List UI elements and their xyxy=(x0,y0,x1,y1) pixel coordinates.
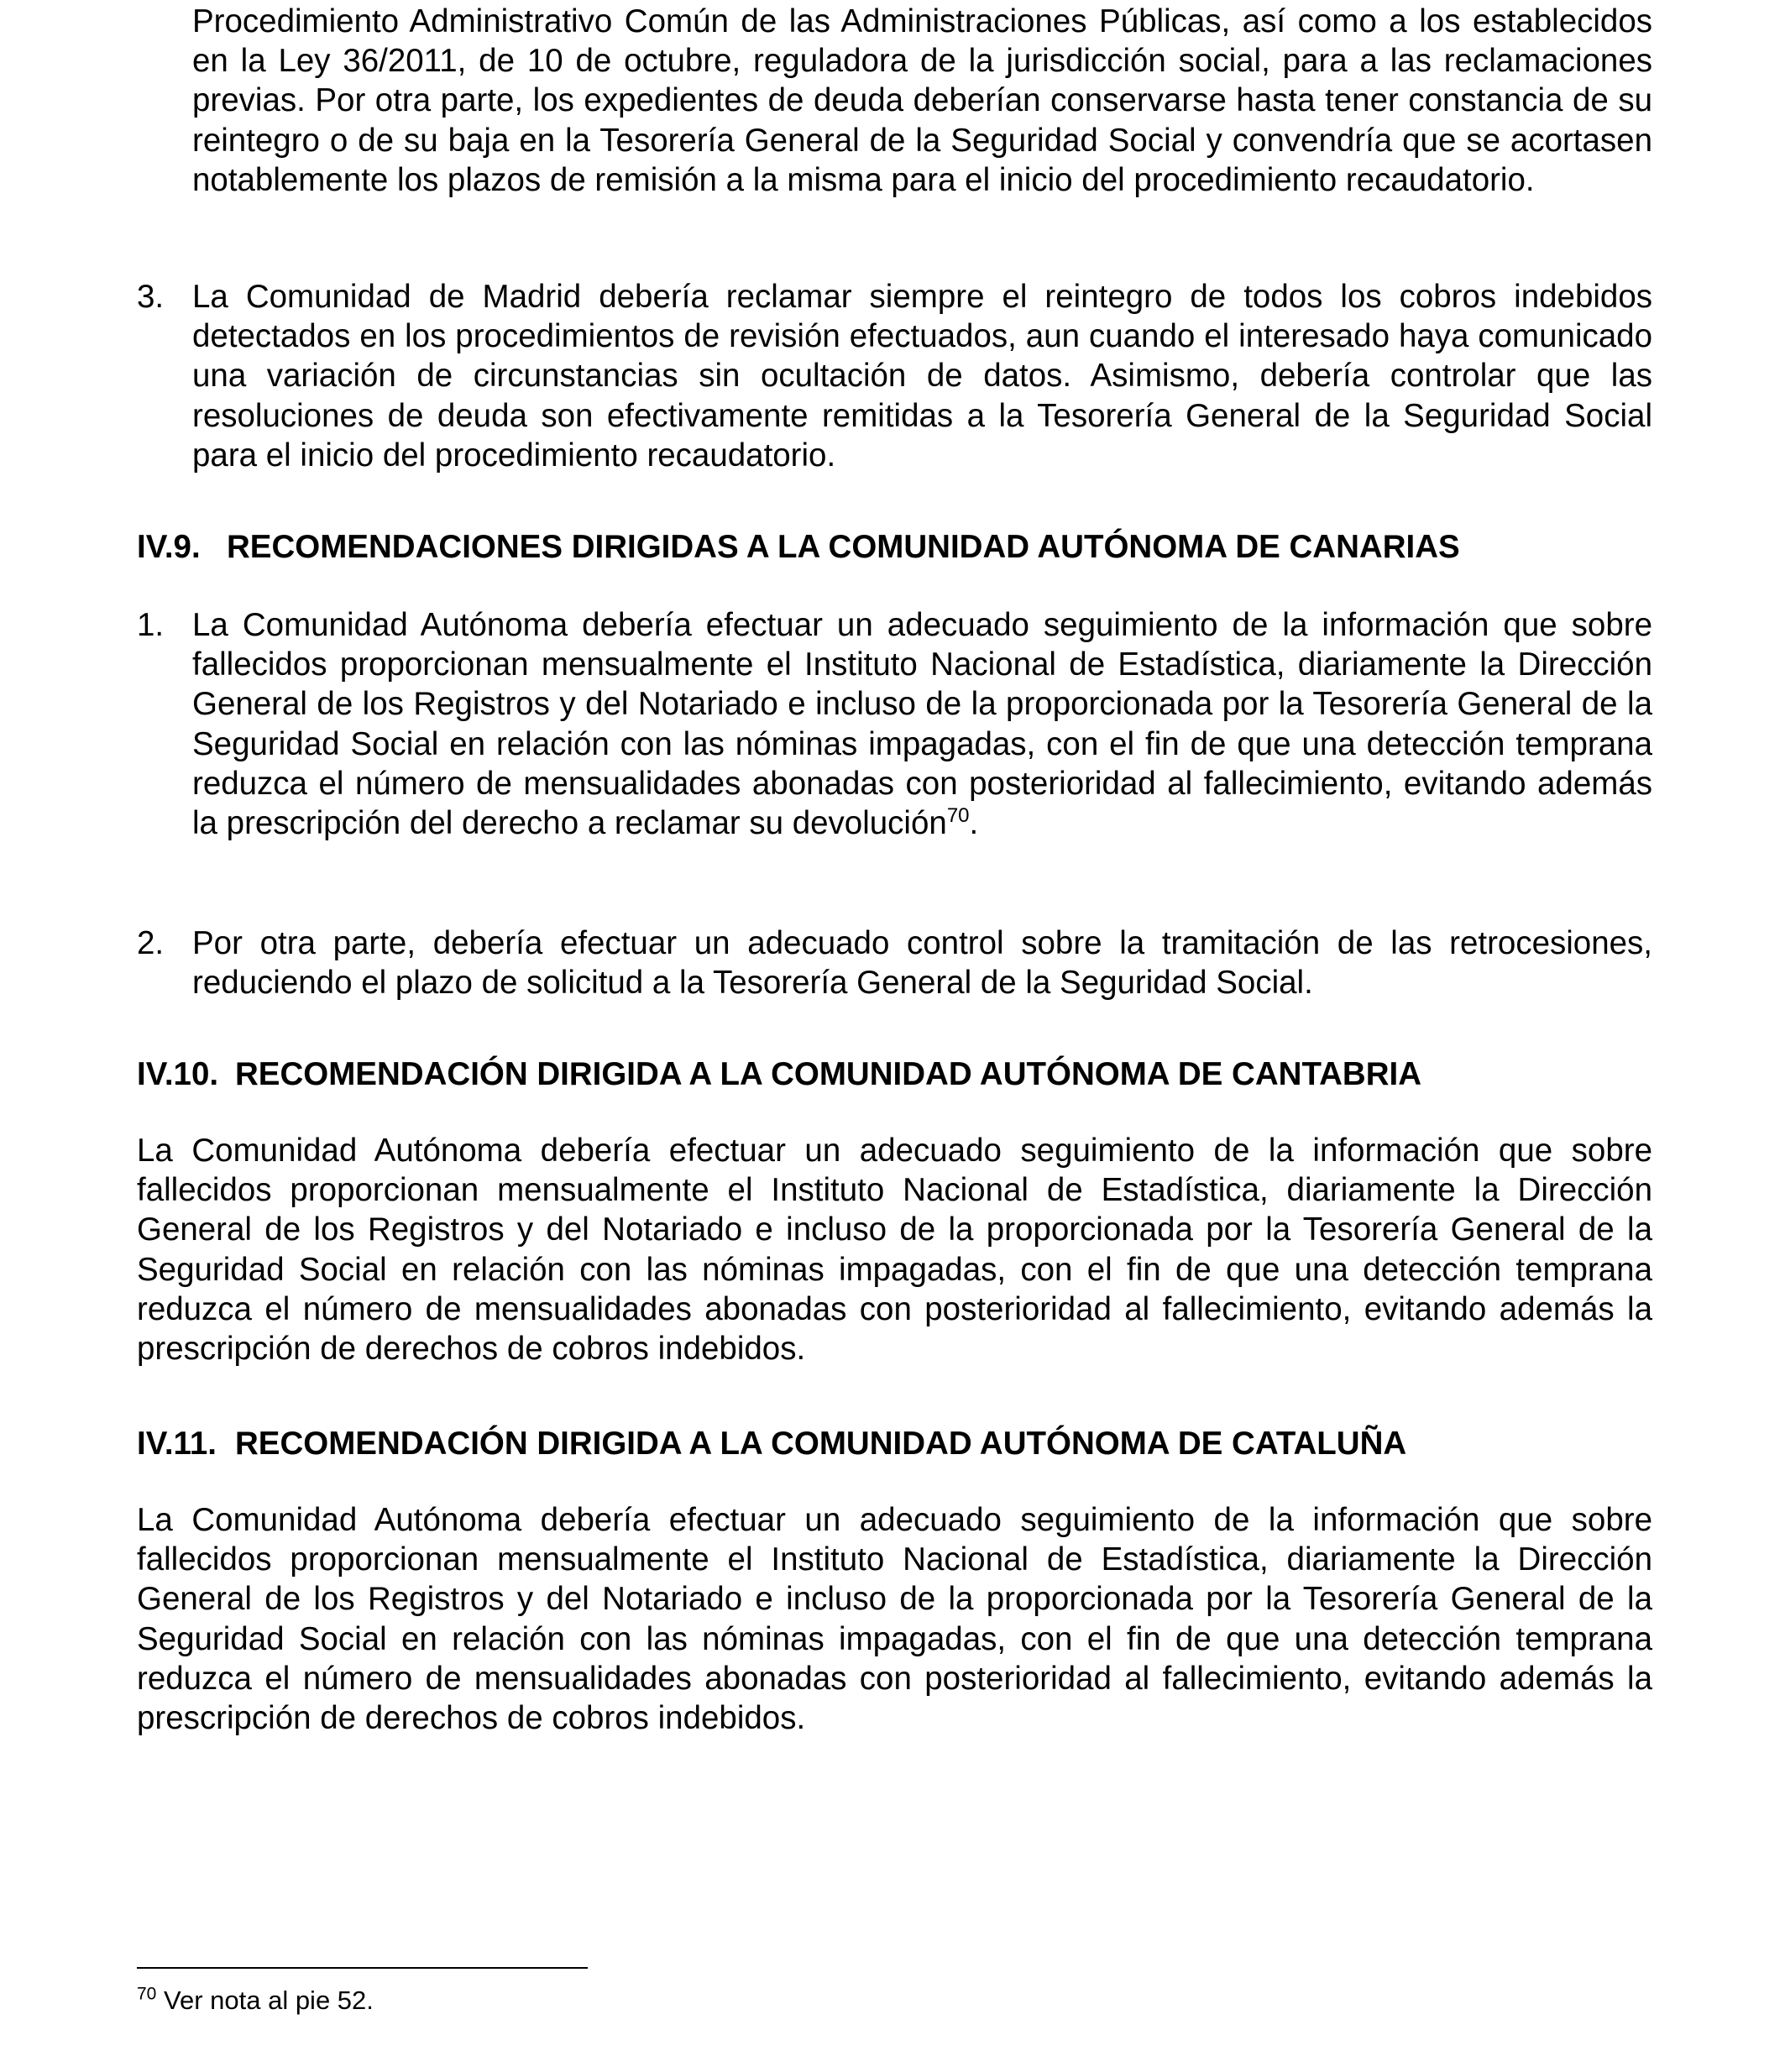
footnote-number: 70 xyxy=(137,1984,157,2004)
section-paragraph-cataluna: La Comunidad Autónoma debería efectuar un adecuado seguimiento de la información que sobre fallecidos proporcionan mensualmente el Instituto Nacional de Estadística, diariamente la Dirección General de los Registros y del Notariado e incluso de la proporcionada por la Tesorería General de la Seguridad Social en relación con las nóminas impagadas, con el fin de que una detección temprana reduzca el número de mensualidades abonadas con posterioridad al fallecimiento, evitando además la prescripción de derechos de cobros indebidos. xyxy=(137,1502,1652,1737)
section-heading-cantabria xyxy=(137,1054,1652,1094)
list-item-madrid-3 xyxy=(137,277,1652,475)
continuation-paragraph: Procedimiento Administrativo Común de las Administraciones Públicas, así como a los establecidos en la Ley 36/2011, de 10 de octubre, reguladora de la jurisdicción social, para a las reclamaciones previas. Por otra parte, los expedientes de deuda deberían conservarse hasta tener constancia de su reintegro o de su baja en la Tesorería General de la Seguridad Social y convendría que se acortasen notablemente los plazos de remisión a la misma para el inicio del procedimiento recaudatorio. xyxy=(192,3,1652,198)
section-heading-canarias xyxy=(137,527,1652,567)
list-item-text: Por otra parte, debería efectuar un adecuado control sobre la tramitación de las retrocesiones, reduciendo el plazo de solicitud a la Tesorería General de la Seguridad Social. xyxy=(192,925,1652,1002)
list-item-canarias-2 xyxy=(137,924,1652,1002)
section-number: IV.10. xyxy=(137,1056,219,1092)
section-number: IV.9. xyxy=(137,529,201,565)
footnote-reference[interactable]: 70 xyxy=(946,804,970,828)
section-number: IV.11. xyxy=(137,1426,217,1462)
section-title: RECOMENDACIÓN DIRIGIDA A LA COMUNIDAD AUTÓNOMA DE CANTABRIA xyxy=(235,1056,1422,1092)
list-item-text: La Comunidad de Madrid debería reclamar siempre el reintegro de todos los cobros indebidos detectados en los procedimientos de revisión efectuados, aun cuando el interesado haya comunicado una variación de circunstancias sin ocultación de datos. Asimismo, debería controlar que las resoluciones de deuda son efectivamente remitidas a la Tesorería General de la Seguridad Social para el inicio del procedimiento recaudatorio. xyxy=(192,279,1652,474)
footnote-text: Ver nota al pie 52. xyxy=(163,1986,374,2015)
list-item-end: . xyxy=(969,805,979,842)
list-item-number: 2. xyxy=(137,925,165,961)
section-title: RECOMENDACIÓN DIRIGIDA A LA COMUNIDAD AUTÓNOMA DE CATALUÑA xyxy=(235,1426,1407,1462)
section-heading-cataluna xyxy=(137,1424,1652,1463)
section-paragraph-cantabria: La Comunidad Autónoma debería efectuar un adecuado seguimiento de la información que sobre fallecidos proporcionan mensualmente el Instituto Nacional de Estadística, diariamente la Dirección General de los Registros y del Notariado e incluso de la proporcionada por la Tesorería General de la Seguridad Social en relación con las nóminas impagadas, con el fin de que una detección temprana reduzca el número de mensualidades abonadas con posterioridad al fallecimiento, evitando además la prescripción de derechos de cobros indebidos. xyxy=(137,1133,1652,1368)
footnote-separator xyxy=(137,1967,588,1969)
footnote xyxy=(137,1985,374,2017)
list-item-body: La Comunidad Autónoma debería efectuar un adecuado seguimiento de la información que sobre fallecidos proporcionan mensualmente el Instituto Nacional de Estadística, diariamente la Dirección General de los Registros y del Notariado e incluso de la proporcionada por la Tesorería General de la Seguridad Social en relación con las nóminas impagadas, con el fin de que una detección temprana reduzca el número de mensualidades abonadas con posterioridad al fallecimiento, evitando además la prescripción del derecho a reclamar su devolución xyxy=(192,607,1652,842)
list-item-number: 1. xyxy=(137,607,165,643)
section-title: RECOMENDACIONES DIRIGIDAS A LA COMUNIDAD AUTÓNOMA DE CANARIAS xyxy=(227,529,1460,565)
list-item-text xyxy=(192,605,1652,843)
list-item-number: 3. xyxy=(137,279,165,315)
list-item-canarias-1 xyxy=(137,605,1652,843)
